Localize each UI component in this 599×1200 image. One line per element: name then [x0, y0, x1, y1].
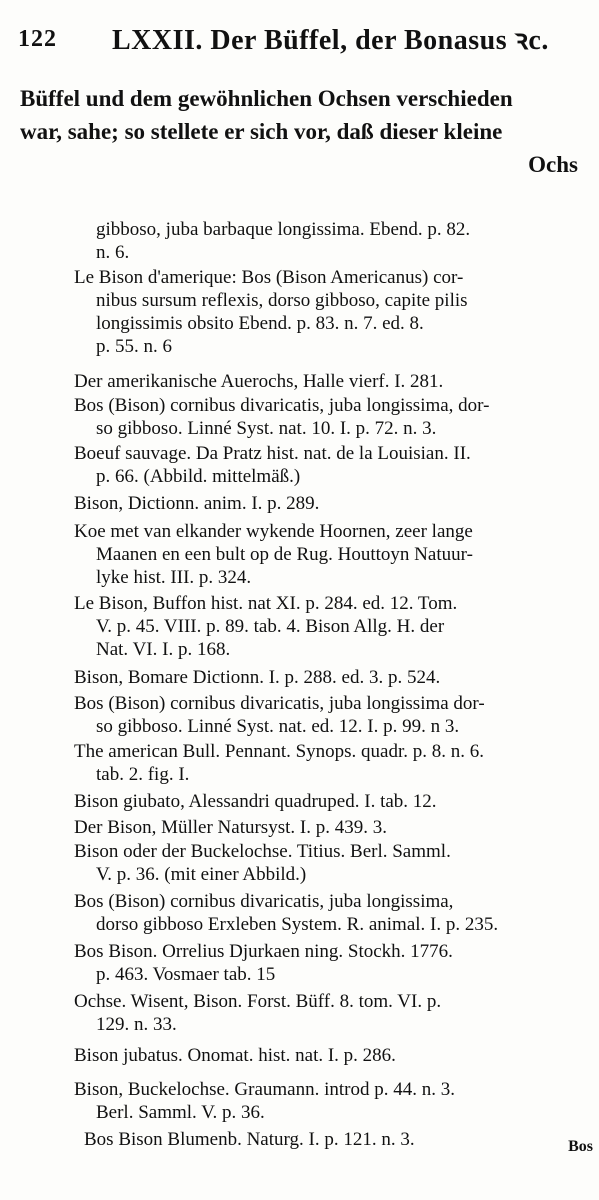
reference-line: Der amerikanische Auerochs, Halle vierf. I. 281. [74, 371, 444, 392]
reference-entry [74, 266, 468, 358]
intro-line: war, sahe; so stellete er sich vor, daß dieser kleine [20, 119, 503, 144]
reference-line: The american Bull. Pennant. Synops. quadr. p. 8. n. 6. [74, 741, 485, 762]
reference-line: Koe met van elkander wykende Hoornen, zeer lange [74, 521, 473, 542]
reference-entry [74, 990, 441, 1036]
reference-line: Bison jubatus. Onomat. hist. nat. I. p. 286. [74, 1045, 396, 1066]
reference-line: Bison giubato, Alessandri quadruped. I. tab. 12. [74, 791, 437, 812]
reference-entry [84, 1128, 415, 1151]
reference-entry [74, 592, 457, 661]
reference-entry [74, 492, 319, 515]
reference-line: Bos (Bison) cornibus divaricatis, juba longissima dor- [74, 693, 485, 714]
reference-line: Bos Bison Blumenb. Naturg. I. p. 121. n. 3. [84, 1129, 415, 1150]
reference-line: Le Bison d'amerique: Bos (Bison Americanus) cor- [74, 267, 464, 288]
reference-entry [74, 370, 443, 393]
intro-paragraph [20, 82, 578, 181]
reference-line: p. 66. (Abbild. mittelmäß.) [96, 466, 301, 487]
intro-line: Büffel und dem gewöhnlichen Ochsen verschieden [20, 86, 513, 111]
reference-line: Bison oder der Buckelochse. Titius. Berl. Samml. [74, 841, 451, 862]
reference-line: Bison, Bomare Dictionn. I. p. 288. ed. 3. p. 524. [74, 667, 441, 688]
reference-line: Nat. VI. I. p. 168. [96, 639, 231, 660]
reference-line: so gibboso. Linné Syst. nat. ed. 12. I. p. 99. n 3. [96, 716, 460, 737]
reference-line: Boeuf sauvage. Da Pratz hist. nat. de la Louisian. II. [74, 443, 471, 464]
reference-entry [74, 692, 485, 738]
reference-line: V. p. 36. (mit einer Abbild.) [96, 864, 307, 885]
reference-entry [74, 1078, 455, 1124]
reference-line: Bos Bison. Orrelius Djurkaen ning. Stockh. 1776. [74, 941, 453, 962]
reference-line: Berl. Samml. V. p. 36. [96, 1102, 265, 1123]
reference-line: Der Bison, Müller Natursyst. I. p. 439. 3. [74, 817, 387, 838]
reference-line: gibboso, juba barbaque longissima. Ebend. p. 82. [96, 219, 471, 240]
reference-line: p. 463. Vosmaer tab. 15 [96, 964, 276, 985]
reference-entry [74, 816, 387, 839]
reference-entry [74, 740, 484, 786]
reference-line: Maanen en een bult op de Rug. Houttoyn Natuur- [96, 544, 473, 565]
reference-line: V. p. 45. VIII. p. 89. tab. 4. Bison Allg. H. der [96, 616, 445, 637]
reference-line: Bos (Bison) cornibus divaricatis, juba longissima, [74, 891, 454, 912]
page-number: 122 [18, 26, 57, 52]
reference-entry [74, 442, 471, 488]
reference-entry [74, 790, 437, 813]
chapter-title: LXXII. Der Büffel, der Bonasus ꝛc. [112, 25, 549, 56]
reference-line: Bison, Dictionn. anim. I. p. 289. [74, 493, 320, 514]
reference-line: lyke hist. III. p. 324. [96, 567, 252, 588]
reference-entry [74, 890, 498, 936]
reference-entry [74, 1044, 396, 1067]
reference-entry [96, 218, 470, 264]
reference-line: Le Bison, Buffon hist. nat XI. p. 284. ed. 12. Tom. [74, 593, 458, 614]
reference-line: tab. 2. fig. I. [96, 764, 190, 785]
reference-entry [74, 394, 489, 440]
reference-line: longissimis obsito Ebend. p. 83. n. 7. ed. 8. [96, 313, 424, 334]
reference-line: so gibboso. Linné Syst. nat. 10. I. p. 72. n. 3. [96, 418, 437, 439]
reference-line: p. 55. n. 6 [96, 336, 172, 357]
reference-entry [74, 666, 440, 689]
catchword: Bos [568, 1138, 593, 1155]
reference-line: Ochse. Wisent, Bison. Forst. Büff. 8. tom. VI. p. [74, 991, 442, 1012]
reference-line: nibus sursum reflexis, dorso gibboso, capite pilis [96, 290, 468, 311]
reference-entry [74, 940, 453, 986]
running-header [8, 12, 593, 56]
reference-line: n. 6. [96, 242, 130, 263]
reference-line: Bos (Bison) cornibus divaricatis, juba longissima, dor- [74, 395, 490, 416]
reference-entry [74, 520, 473, 589]
intro-line: Ochs [528, 152, 578, 177]
reference-line: 129. n. 33. [96, 1014, 177, 1035]
reference-line: Bison, Buckelochse. Graumann. introd p. 44. n. 3. [74, 1079, 456, 1100]
reference-line: dorso gibboso Erxleben System. R. animal. I. p. 235. [96, 914, 499, 935]
reference-entry [74, 840, 451, 886]
